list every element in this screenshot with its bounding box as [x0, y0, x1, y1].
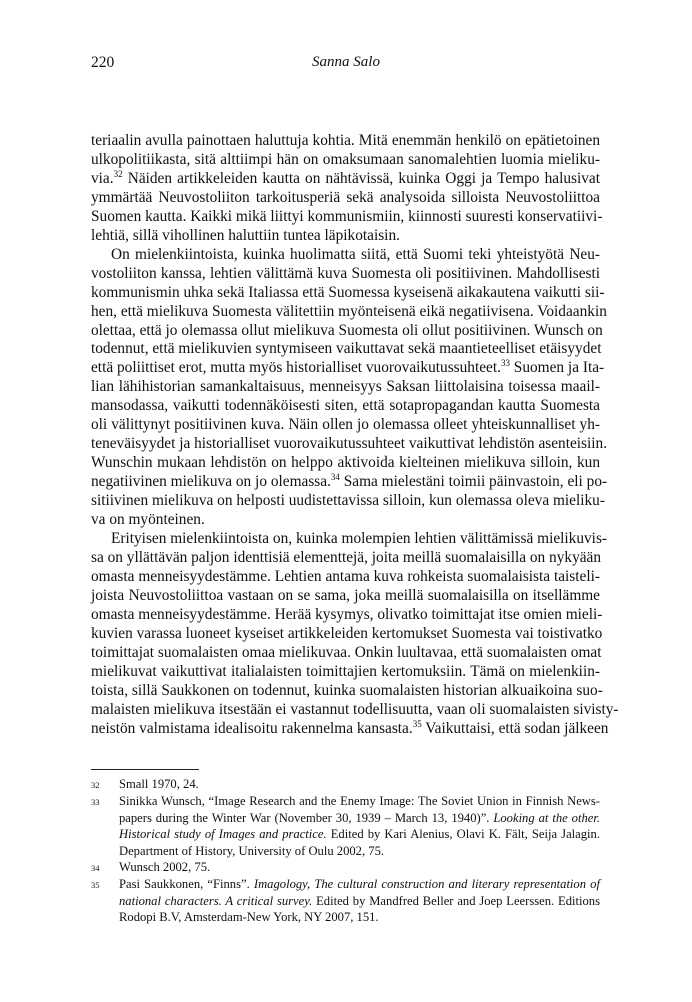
text-line: mielikuvat vaikuttivat italialaisten toimittajien kertomuksiin. Tämä on mielenkiin-	[91, 662, 600, 680]
body-text	[91, 132, 619, 739]
text-line: lehtiä, sillä vihollinen haluttiin tuntea läpikotaisin.	[91, 226, 400, 244]
footnote-line: national characters. A critical survey. Edited by Mandfred Beller and Joep Leerssen. Editions	[119, 893, 600, 908]
text-line: omasta menneisyydestämme. Lehtien antama kuva rohkeista suomalaisista taisteli-	[91, 567, 600, 585]
text-line: mansodassa, vaikutti todennäköisesti siten, että sotapropagandan kautta Suomesta	[91, 397, 600, 415]
text-line: olettaa, että jo olemassa ollut mielikuva Suomesta oli ollut positiivinen. Wunsch on	[91, 321, 603, 339]
text-line: toimittajat suomalaisten omaa mielikuvaa. Onkin luultavaa, että suomalaisten omat	[91, 643, 602, 661]
footnote	[91, 776, 600, 793]
text-line: kuvien varassa luoneet kyseiset artikkeleiden kertomukset Suomesta vai toistivatko	[91, 624, 603, 642]
footnote-number: 35	[91, 880, 100, 891]
footnote-text	[119, 876, 600, 925]
text-line: ymmärtää Neuvostoliiton tarkoitusperiä sekä analysoida silloista Neuvostoliittoa	[91, 188, 600, 206]
text-line: sa on yllättävän paljon identtisiä elementtejä, joita meillä suomalaisilla on nykyään	[91, 548, 602, 566]
text-line: On mielenkiintoista, kuinka huolimatta siitä, että Suomi teki yhteistyötä Neu-	[111, 245, 600, 263]
footnote-line: Wunsch 2002, 75.	[119, 860, 211, 875]
footnote-line: Rodopi B.V, Amsterdam-New York, NY 2007, 151.	[119, 910, 379, 925]
footnote-line: Small 1970, 24.	[119, 777, 199, 791]
text-line: hen, että mielikuva Suomesta välitettiin myönteisenä eikä negatiivisena. Voidaankin	[91, 302, 607, 320]
text-line: malaisten mielikuva itsestään ei vastannut todellisuutta, vaan oli suomalaisten sivisty-	[91, 700, 619, 718]
footnote-reference: 34	[330, 472, 340, 483]
text-line: joista Neuvostoliittoa vastaan on se sama, joka meillä suomalaisilla on itsellämme	[91, 586, 600, 604]
footnote-divider	[91, 769, 199, 770]
text-line: oli välittynyt positiivinen kuva. Näin ollen jo olemassa olleet yhteiskunnalliset yh-	[91, 416, 600, 434]
text-line: toista, sillä Saukkonen on todennut, kuinka suomalaisten historian alkuaikoina suo-	[91, 681, 603, 699]
footnote-line: Department of History, University of Oulu 2002, 75.	[119, 843, 385, 858]
footnote-reference: 32	[113, 168, 123, 179]
text-line: vostoliiton kanssa, lehtien välittämä kuva Suomesta oli positiivinen. Mahdollisesti	[91, 264, 600, 282]
footnote	[91, 793, 600, 859]
page-number: 220	[91, 54, 115, 71]
text-line: Wunschin mukaan lehdistön on helppo aktivoida kielteinen mielikuva silloin, kun	[91, 454, 600, 472]
text-line: Suomen kautta. Kaikki mikä liittyi kommunismiin, kiinnosti suuresti konservatiivi-	[91, 207, 603, 225]
footnote-line: papers during the Winter War (November 30, 1939 – March 13, 1940)”. Looking at the other.	[119, 810, 600, 825]
text-line: sitiivinen mielikuva on helposti uudistettavissa silloin, kun olemassa oleva mieliku-	[91, 492, 605, 510]
text-line: negatiivinen mielikuva on jo olemassa.$^{34}$ Sama mielestäni toimii päinvastoin, eli po-	[91, 472, 608, 491]
text-line: että poliittiset erot, mutta myös historialliset vuorovaikutussuhteet.$^{33}$ Suomen ja Ita-	[91, 358, 605, 377]
text-line: lian lähihistorian samankaltaisuus, menneisyys Saksan liittolaisina toisessa maail-	[91, 378, 600, 396]
text-line: ulkopolitiikasta, sitä alttiimpi hän on omaksumaan sanomalehtien luomia mieliku-	[91, 150, 600, 168]
footnote-line: Sinikka Wunsch, “Image Research and the Enemy Image: The Soviet Union in Finnish News-	[119, 794, 600, 809]
footnote-number: 34	[91, 863, 100, 874]
text-line: teneväisyydet ja historialliset vuorovaikutussuhteet vaikuttivat lehdistön asenteisiin.	[91, 435, 608, 453]
footnote	[91, 876, 600, 925]
footnote	[91, 859, 600, 876]
text-line: kommunismin uhka sekä Italiassa että Suomessa kyseisenä aikakautena vaikutti sii-	[91, 283, 605, 301]
footnotes	[91, 776, 600, 926]
text-line: via.$^{32}$ Näiden artikkeleiden kautta on nähtävissä, kuinka Oggi ja Tempo halusivat	[91, 168, 600, 187]
footnote-reference: 33	[500, 358, 510, 369]
footnote-line: Historical study of Images and practice. Edited by Kari Alenius, Olavi K. Fält, Seija Jalagin.	[119, 827, 600, 842]
footnote-number: 32	[91, 780, 100, 790]
footnote-line: Pasi Saukkonen, “Finns”. Imagology, The cultural construction and literary representation of	[119, 877, 600, 892]
footnote-number: 33	[91, 797, 100, 808]
body-paragraph	[91, 132, 603, 246]
text-line: va on myönteinen.	[91, 511, 205, 529]
body-paragraph	[91, 530, 619, 738]
footnote-reference: 35	[412, 718, 422, 729]
text-line: todennut, että mielikuvien syntymiseen vaikuttavat sekä maantieteelliset etäisyydet	[91, 340, 602, 358]
text-line: teriaalin avulla painottaen haluttuja kohtia. Mitä enemmän henkilö on epätietoinen	[91, 132, 600, 149]
text-line: neistön valmistama idealisoitu rakennelma kansasta.$^{35}$ Vaikuttaisi, että sodan jälkeen	[91, 718, 609, 737]
running-head: Sanna Salo	[312, 54, 380, 70]
footnote-text	[119, 859, 600, 876]
text-line: omasta menneisyydestämme. Herää kysymys, olivatko toimittajat itse omien mieli-	[91, 605, 603, 623]
footnote-text	[119, 793, 600, 859]
body-paragraph	[91, 245, 608, 530]
footnote-text	[119, 776, 600, 793]
text-line: Erityisen mielenkiintoista on, kuinka molempien lehtien välittämissä mielikuvis-	[111, 530, 608, 548]
